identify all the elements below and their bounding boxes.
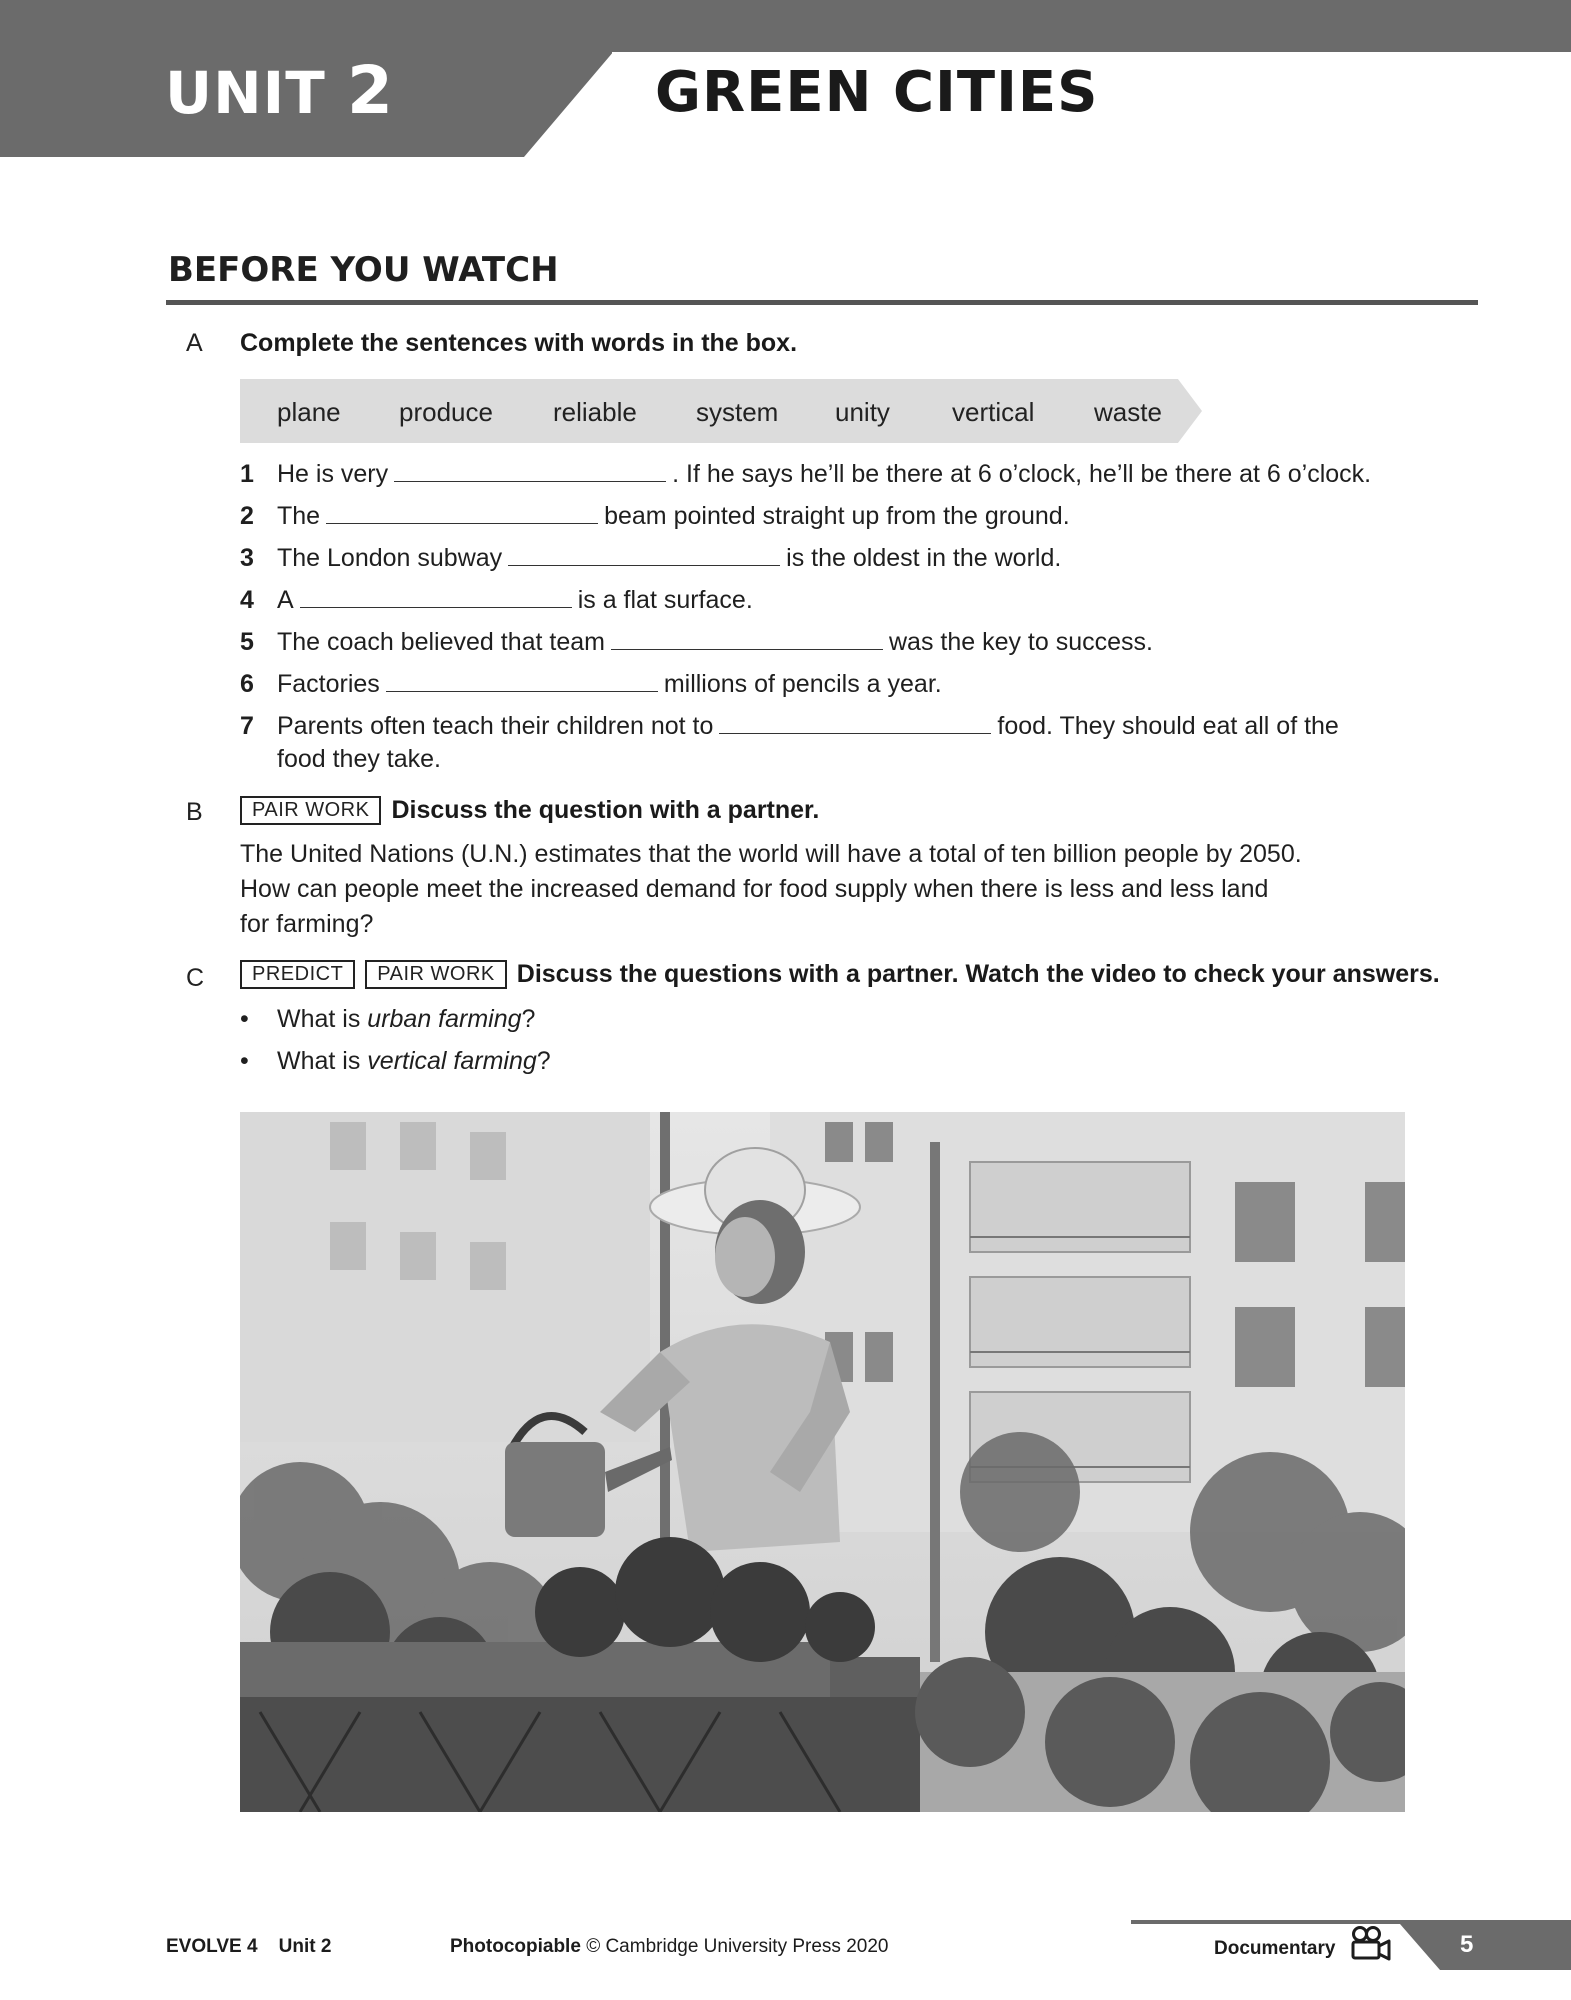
bullet-dot: • bbox=[240, 1047, 249, 1075]
item-text-before: The London subway bbox=[277, 544, 503, 572]
bullet-prefix: What is bbox=[277, 1005, 368, 1033]
item-text-after: . If he says he’ll be there at 6 o’clock, he’ll be there at 6 o’clock. bbox=[672, 460, 1372, 488]
exercise-c-instruction: Discuss the questions with a partner. Watch the video to check your answers. bbox=[516, 960, 1440, 988]
bullet-term: vertical farming bbox=[367, 1047, 537, 1075]
word-box-item: produce bbox=[399, 397, 493, 427]
exercise-b-header bbox=[240, 796, 819, 825]
answer-blank[interactable] bbox=[719, 709, 991, 734]
unit-name: Unit 2 bbox=[278, 1936, 332, 1957]
page-number: 5 bbox=[1460, 1931, 1474, 1958]
item-text-before: Factories bbox=[277, 670, 380, 698]
item-number: 2 bbox=[240, 502, 254, 530]
question-bullet bbox=[240, 1047, 551, 1076]
item-number: 6 bbox=[240, 670, 254, 698]
footer-course bbox=[166, 1936, 331, 1958]
footer-rule bbox=[1131, 1920, 1571, 1924]
exercise-a-item-continuation: food they take. bbox=[277, 745, 442, 773]
exercise-a-item bbox=[240, 457, 1371, 492]
word-box-item: system bbox=[696, 397, 779, 427]
answer-blank[interactable] bbox=[611, 625, 883, 650]
exercise-a-item bbox=[240, 625, 1153, 660]
item-number: 4 bbox=[240, 586, 254, 614]
bullet-prefix: What is bbox=[277, 1047, 368, 1075]
item-text-before: He is very bbox=[277, 460, 389, 488]
item-text-after: is the oldest in the world. bbox=[786, 544, 1062, 572]
paragraph-line: for farming? bbox=[240, 910, 374, 938]
pair-work-tag: PAIR WORK bbox=[240, 796, 381, 825]
item-text-before: A bbox=[277, 586, 294, 614]
exercise-b-instruction: Discuss the question with a partner. bbox=[391, 796, 820, 824]
word-box-item: unity bbox=[835, 397, 890, 427]
exercise-a-letter: A bbox=[186, 329, 203, 357]
exercise-a-item bbox=[240, 583, 753, 618]
item-text-before: The coach believed that team bbox=[277, 628, 605, 656]
answer-blank[interactable] bbox=[394, 457, 666, 482]
section-divider bbox=[166, 300, 1478, 305]
word-box-item: vertical bbox=[952, 397, 1035, 427]
exercise-c-letter: C bbox=[186, 964, 205, 992]
item-text-after: millions of pencils a year. bbox=[663, 670, 942, 698]
exercise-c-header bbox=[240, 960, 1440, 989]
pair-work-tag: PAIR WORK bbox=[365, 960, 506, 989]
item-text-before: The bbox=[277, 502, 321, 530]
paragraph-line: The United Nations (U.N.) estimates that the world will have a total of ten billion people by 2050. bbox=[240, 840, 1302, 868]
video-camera-icon bbox=[1350, 1926, 1392, 1962]
item-text-after: beam pointed straight up from the ground. bbox=[604, 502, 1070, 530]
item-number: 7 bbox=[240, 712, 254, 740]
exercise-b-letter: B bbox=[186, 798, 203, 826]
answer-blank[interactable] bbox=[300, 583, 572, 608]
footer-copyright bbox=[450, 1936, 888, 1958]
section-title: BEFORE YOU WATCH bbox=[168, 250, 559, 290]
bullet-suffix: ? bbox=[536, 1047, 551, 1075]
documentary-label: Documentary bbox=[1214, 1938, 1336, 1959]
exercise-a-item bbox=[240, 667, 942, 702]
word-box-item: plane bbox=[277, 397, 341, 427]
course-name: EVOLVE 4 bbox=[166, 1936, 258, 1957]
predict-tag: PREDICT bbox=[240, 960, 355, 989]
exercise-a-item bbox=[240, 541, 1061, 576]
item-number: 5 bbox=[240, 628, 254, 656]
photocopiable-label: Photocopiable bbox=[450, 1936, 581, 1957]
answer-blank[interactable] bbox=[508, 541, 780, 566]
paragraph-line: How can people meet the increased demand for food supply when there is less and less land bbox=[240, 875, 1269, 903]
photo-illustration bbox=[240, 1112, 1405, 1812]
item-text-after: was the key to success. bbox=[888, 628, 1153, 656]
footer-type bbox=[1214, 1938, 1335, 1960]
answer-blank[interactable] bbox=[326, 499, 598, 524]
item-number: 1 bbox=[240, 460, 254, 488]
item-number: 3 bbox=[240, 544, 254, 572]
unit-number: 2 bbox=[346, 52, 394, 129]
page-title: GREEN CITIES bbox=[655, 60, 1099, 125]
copyright-text: © Cambridge University Press 2020 bbox=[586, 1936, 889, 1957]
unit-word: UNIT bbox=[165, 59, 326, 127]
exercise-a-item bbox=[240, 709, 1339, 744]
exercise-b-paragraph bbox=[240, 837, 1390, 942]
answer-blank[interactable] bbox=[386, 667, 658, 692]
exercise-a-instruction: Complete the sentences with words in the box. bbox=[240, 329, 798, 357]
bullet-term: urban farming bbox=[367, 1005, 522, 1033]
bullet-dot: • bbox=[240, 1005, 249, 1033]
item-text-before: Parents often teach their children not to bbox=[277, 712, 714, 740]
urban-garden-photo bbox=[240, 1112, 1405, 1812]
question-bullet bbox=[240, 1005, 535, 1034]
page-number-tab bbox=[1400, 1924, 1571, 1970]
word-box-item: waste bbox=[1094, 397, 1162, 427]
item-text-after: food. They should eat all of the bbox=[997, 712, 1339, 740]
unit-label bbox=[165, 52, 394, 129]
item-text-after: is a flat surface. bbox=[577, 586, 753, 614]
exercise-a-item bbox=[240, 499, 1070, 534]
word-box-item: reliable bbox=[553, 397, 637, 427]
bullet-suffix: ? bbox=[521, 1005, 536, 1033]
